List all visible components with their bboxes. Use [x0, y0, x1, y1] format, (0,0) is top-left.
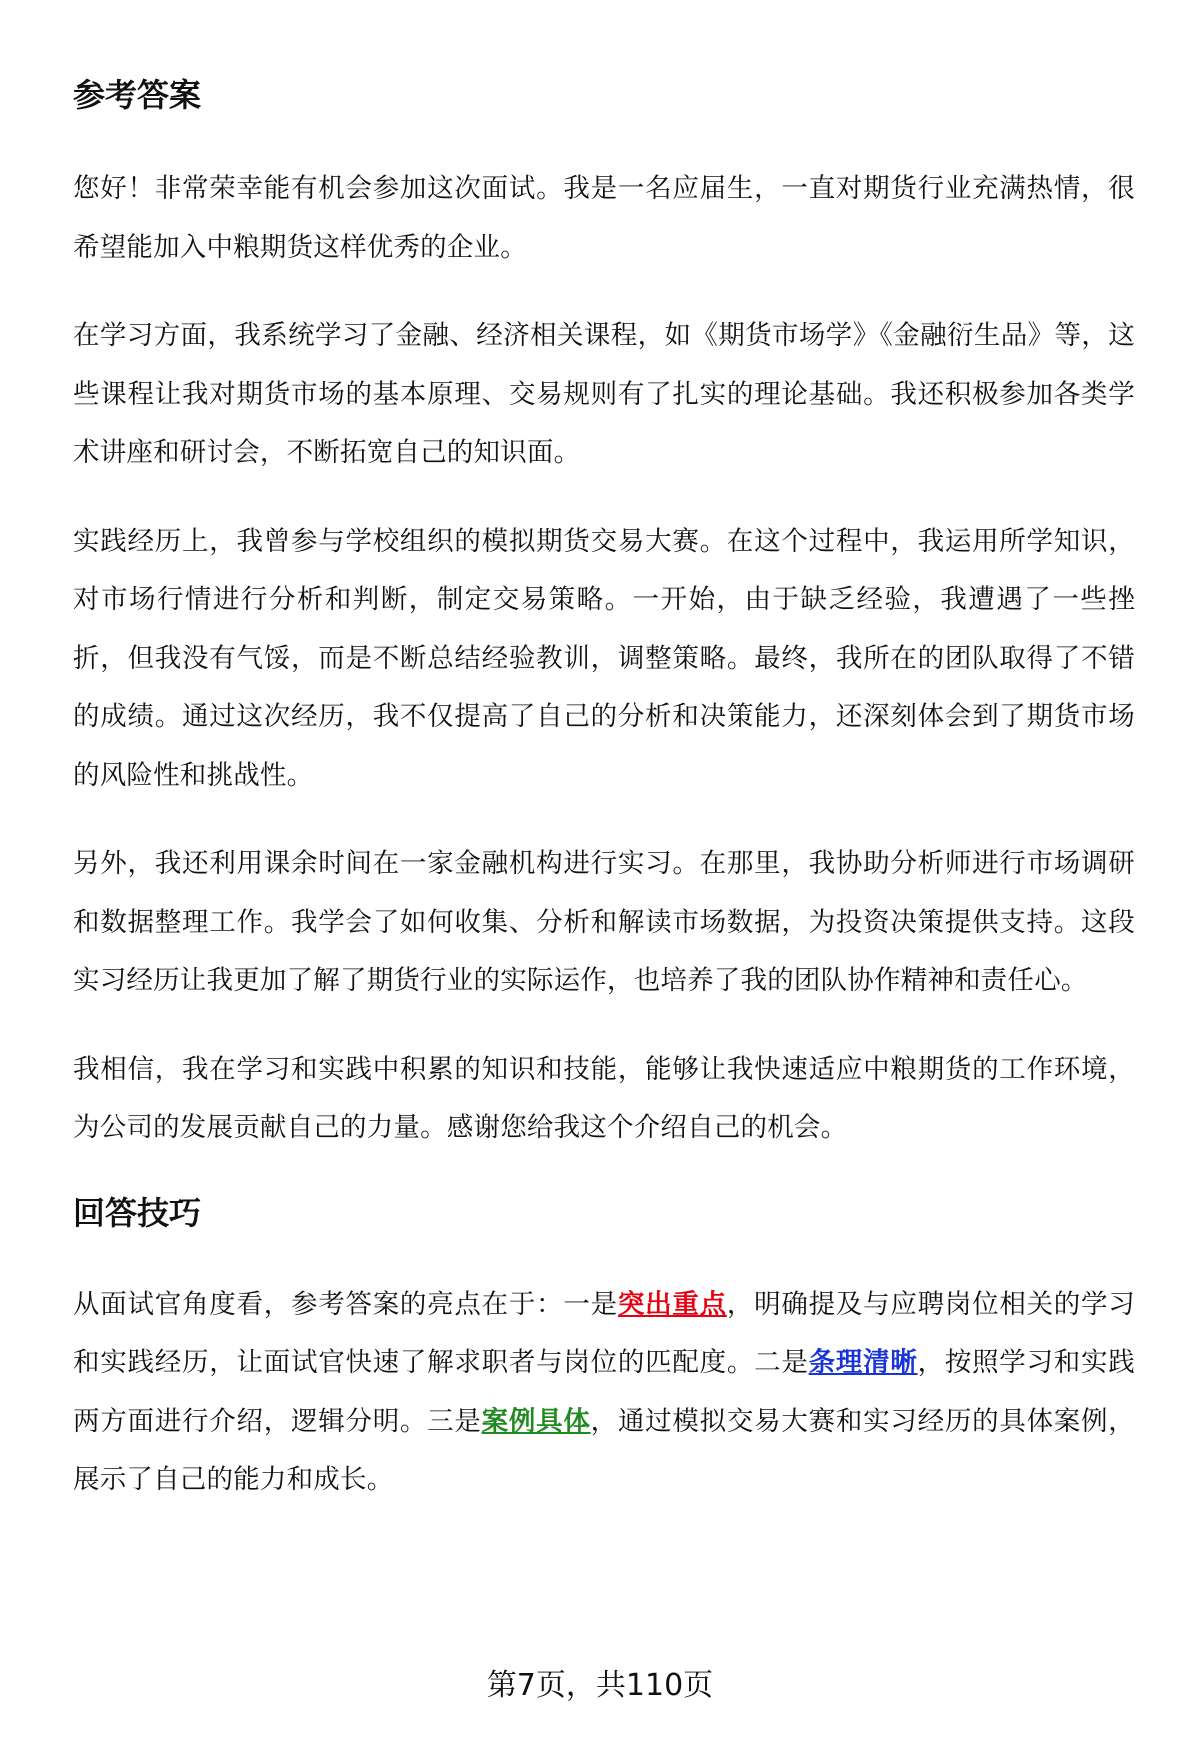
highlight-keyword-3: 案例具体 [481, 1405, 591, 1437]
section-title-reference-answer: 参考答案 [73, 76, 202, 114]
answer-paragraph-2: 在学习方面，我系统学习了金融、经济相关课程，如《期货市场学》《金融衍生品》等，这些课程让我对期货市场的基本原理、交易规则有了扎实的理论基础。我还积极参加各类学术讲座和研讨会，不断拓宽自己的知识面。 [73, 320, 1135, 468]
tips-text: ，明确提及与应聘岗位相关的学习和实践经历，让面试官快速了解求职者与岗位的匹配度。二是 [73, 1288, 1135, 1378]
document-page [73, 70, 1135, 1510]
tips-text: ，按照学习和实践两方面进行介绍，逻辑分明。三是 [73, 1347, 1135, 1437]
answer-paragraph-4: 另外，我还利用课余时间在一家金融机构进行实习。在那里，我协助分析师进行市场调研和数据整理工作。我学会了如何收集、分析和解读市场数据，为投资决策提供支持。这段实习经历让我更加了解了期货行业的实际运作，也培养了我的团队协作精神和责任心。 [73, 848, 1135, 996]
tips-text: 从面试官角度看，参考答案的亮点在于：一是 [73, 1288, 618, 1320]
answer-paragraph-3: 实践经历上，我曾参与学校组织的模拟期货交易大赛。在这个过程中，我运用所学知识，对市场行情进行分析和判断，制定交易策略。一开始，由于缺乏经验，我遭遇了一些挫折，但我没有气馁，而是不断总结经验教训，调整策略。最终，我所在的团队取得了不错的成绩。通过这次经历，我不仅提高了自己的分析和决策能力，还深刻体会到了期货市场的风险性和挑战性。 [73, 525, 1135, 791]
highlight-keyword-2: 条理清晰 [808, 1347, 918, 1378]
highlight-keyword-1: 突出重点 [617, 1288, 727, 1320]
section-title-answer-tips: 回答技巧 [73, 1193, 202, 1232]
tips-text: ，通过模拟交易大赛和实习经历的具体案例，展示了自己的能力和成长。 [73, 1405, 1135, 1495]
answer-paragraph-1: 您好！非常荣幸能有机会参加这次面试。我是一名应届生，一直对期货行业充满热情，很希望能加入中粮期货这样优秀的企业。 [73, 173, 1135, 263]
tips-paragraph [73, 1276, 1135, 1510]
page-number: 第7页，共110页 [486, 1668, 714, 1703]
answer-paragraph-5: 我相信，我在学习和实践中积累的知识和技能，能够让我快速适应中粮期货的工作环境，为公司的发展贡献自己的力量。感谢您给我这个介绍自己的机会。 [73, 1053, 1135, 1143]
